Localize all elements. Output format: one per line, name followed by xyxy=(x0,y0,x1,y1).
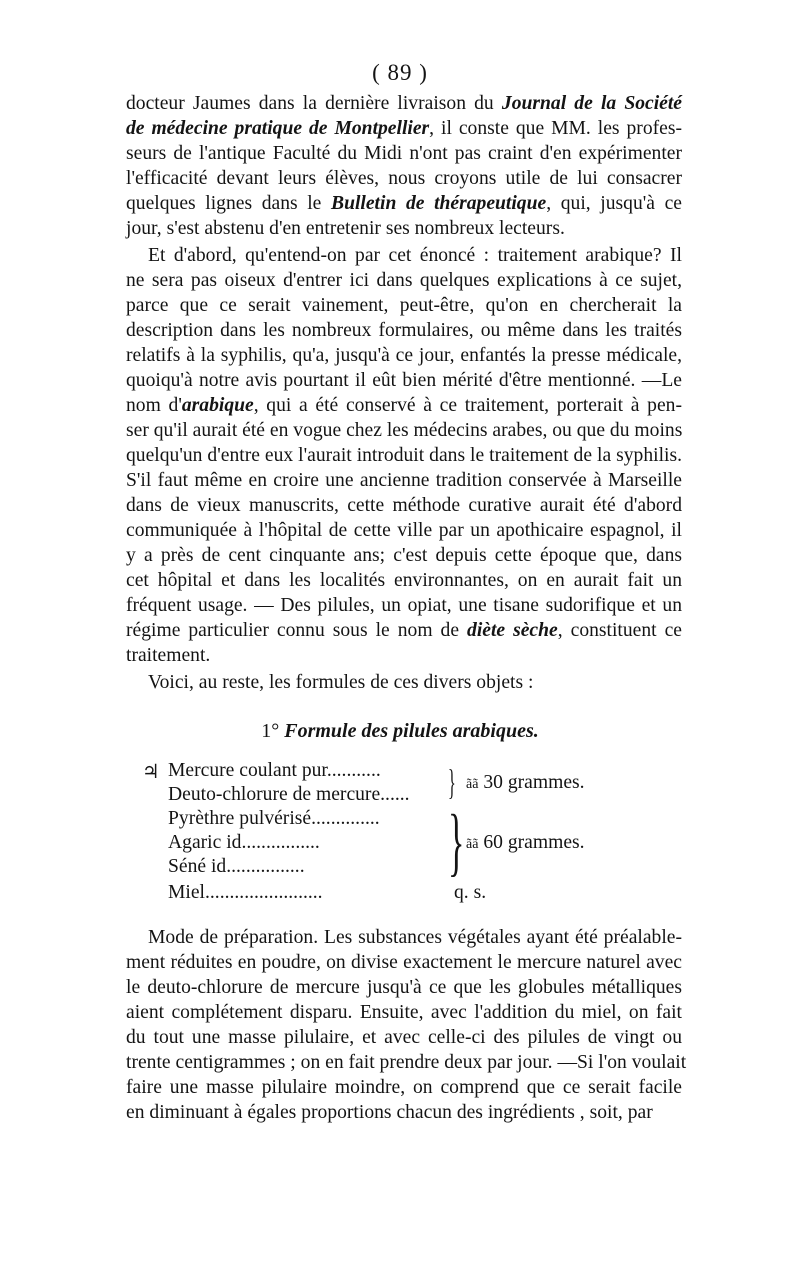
formula-heading-number: 1° xyxy=(261,720,280,742)
paragraph-3 xyxy=(126,670,682,695)
text-line xyxy=(126,950,682,975)
text-run: ment réduites en poudre, on divise exactement le mercure naturel avec xyxy=(126,952,682,973)
text-run: aient complétement disparu. Ensuite, avec l'addition du miel, on fait xyxy=(126,1002,682,1023)
formula-row: Mercure coulant pur........... xyxy=(168,760,381,781)
text-run: Voici, au reste, les formules de ces divers objets : xyxy=(148,672,534,693)
text-line xyxy=(126,543,682,568)
text-run: régime particulier connu sous le nom de xyxy=(126,620,468,641)
text-run: quoiqu'à notre avis pourtant il eût bien mérité d'être mentionné. —Le xyxy=(126,370,682,391)
text-run: le deuto-chlorure de mercure jusqu'à ce que les globules métalliques xyxy=(126,977,682,998)
text-run: traitement. xyxy=(126,645,211,666)
formula-row: Deuto-chlorure de mercure...... xyxy=(168,784,410,805)
paragraph-4 xyxy=(126,925,687,1125)
paragraph-2 xyxy=(126,243,682,668)
text-run: Bulletin de thérapeutique xyxy=(331,193,547,214)
text-line xyxy=(126,643,682,668)
formula-heading-title: Formule des pilules arabiques. xyxy=(284,720,539,742)
text-line xyxy=(126,318,682,343)
text-run: relatifs à la syphilis, qu'a, jusqu'à ce jour, enfantés la presse médicale, xyxy=(126,345,682,366)
text-run: Mode de préparation. Les substances végétales ayant été préalable- xyxy=(148,927,682,948)
text-line xyxy=(126,975,682,1000)
text-run: quelqu'un d'entre eux l'aurait introduit dans le traitement de la syphilis. xyxy=(126,445,682,466)
text-line xyxy=(126,593,682,618)
text-run: ne sera pas oiseux d'entrer ici dans quelques explications à ce sujet, xyxy=(126,270,682,291)
text-run: l'efficacité devant leurs élèves, nous croyons utile de lui consacrer xyxy=(126,168,682,189)
text-line xyxy=(126,468,682,493)
text-line xyxy=(126,518,682,543)
prescription-symbol: ♃ xyxy=(142,762,160,783)
text-line xyxy=(126,618,682,643)
formula-row: Pyrèthre pulvérisé.............. xyxy=(168,808,380,829)
text-line xyxy=(126,393,682,418)
text-run: description dans les nombreux formulaires, ou même dans les traités xyxy=(126,320,682,341)
text-run: , constituent ce xyxy=(557,620,682,641)
text-run: arabique xyxy=(181,395,254,416)
text-run: Et d'abord, qu'entend-on par cet énoncé : traitement arabique? Il xyxy=(148,245,682,266)
text-line xyxy=(126,418,682,443)
dose-1: ãã 30 grammes. xyxy=(466,772,585,793)
text-line xyxy=(126,568,682,593)
text-line xyxy=(126,925,682,950)
text-line xyxy=(126,1100,682,1125)
text-run: communiquée à l'hôpital de cette ville par un apothicaire espagnol, il xyxy=(126,520,682,541)
text-run: Journal de la Société xyxy=(501,93,682,114)
text-line xyxy=(126,166,682,191)
text-run: diète sèche xyxy=(467,620,558,641)
brace-1: } xyxy=(448,762,456,802)
text-run: parce que ce serait vainement, peut-être, qu'on en chercherait la xyxy=(126,295,682,316)
text-run: docteur Jaumes dans la dernière livraison du xyxy=(126,93,502,114)
text-run: trente centigrammes ; on en fait prendre deux par jour. —Si l'on voulait xyxy=(126,1052,687,1073)
dose-3: q. s. xyxy=(454,882,487,903)
text-run: jour, s'est abstenu d'en entretenir ses nombreux lecteurs. xyxy=(126,218,565,239)
formula-row: Miel........................ xyxy=(168,882,323,903)
text-line xyxy=(126,268,682,293)
text-line xyxy=(126,243,682,268)
text-line xyxy=(126,493,682,518)
text-run: y a près de cent cinquante ans; c'est depuis cette époque que, dans xyxy=(126,545,682,566)
text-run: seurs de l'antique Faculté du Midi n'ont pas craint d'en expérimenter xyxy=(126,143,682,164)
text-line xyxy=(126,670,682,695)
text-line xyxy=(126,91,682,116)
page-number: ( 89 ) xyxy=(372,60,428,85)
text-line xyxy=(126,116,682,141)
text-line xyxy=(126,141,682,166)
text-line xyxy=(126,443,682,468)
text-run: , il conste que MM. les profes- xyxy=(429,118,682,139)
paragraph-1 xyxy=(126,91,682,241)
text-line xyxy=(126,1000,682,1025)
text-run: faire une masse pilulaire moindre, on comprend que ce serait facile xyxy=(126,1077,682,1098)
text-run: ser qu'il aurait été en vogue chez les médecins arabes, ou que du moins xyxy=(126,420,683,441)
text-line xyxy=(126,1025,682,1050)
formula-row: Agaric id................ xyxy=(168,832,320,853)
text-line xyxy=(126,1050,687,1075)
formula-row: Séné id................ xyxy=(168,856,305,877)
text-line xyxy=(126,216,682,241)
text-run: cet hôpital et dans les localités environnantes, on en aurait fait un xyxy=(126,570,682,591)
text-run: de médecine pratique de Montpellier xyxy=(126,118,430,139)
text-line xyxy=(126,368,682,393)
text-line xyxy=(126,191,682,216)
text-run: du tout une masse pilulaire, et avec celle-ci des pilules de vingt ou xyxy=(126,1027,682,1048)
text-run: S'il faut même en croire une ancienne tradition conservée à Marseille xyxy=(126,470,682,491)
text-line xyxy=(126,343,682,368)
text-line xyxy=(126,293,682,318)
text-run: en diminuant à égales proportions chacun des ingrédients , soit, par xyxy=(126,1102,653,1123)
text-run: fréquent usage. — Des pilules, un opiat, une tisane sudorifique et un xyxy=(126,595,682,616)
dose-2: ãã 60 grammes. xyxy=(466,832,585,853)
text-run: quelques lignes dans le xyxy=(126,193,331,214)
brace-2: } xyxy=(448,800,465,884)
text-run: nom d' xyxy=(126,395,182,416)
text-line xyxy=(126,1075,682,1100)
text-run: , qui a été conservé à ce traitement, porterait à pen- xyxy=(253,395,682,416)
text-run: , qui, jusqu'à ce xyxy=(546,193,682,214)
text-run: dans de vieux manuscrits, cette méthode curative aurait été d'abord xyxy=(126,495,682,516)
formula-heading xyxy=(0,720,800,743)
